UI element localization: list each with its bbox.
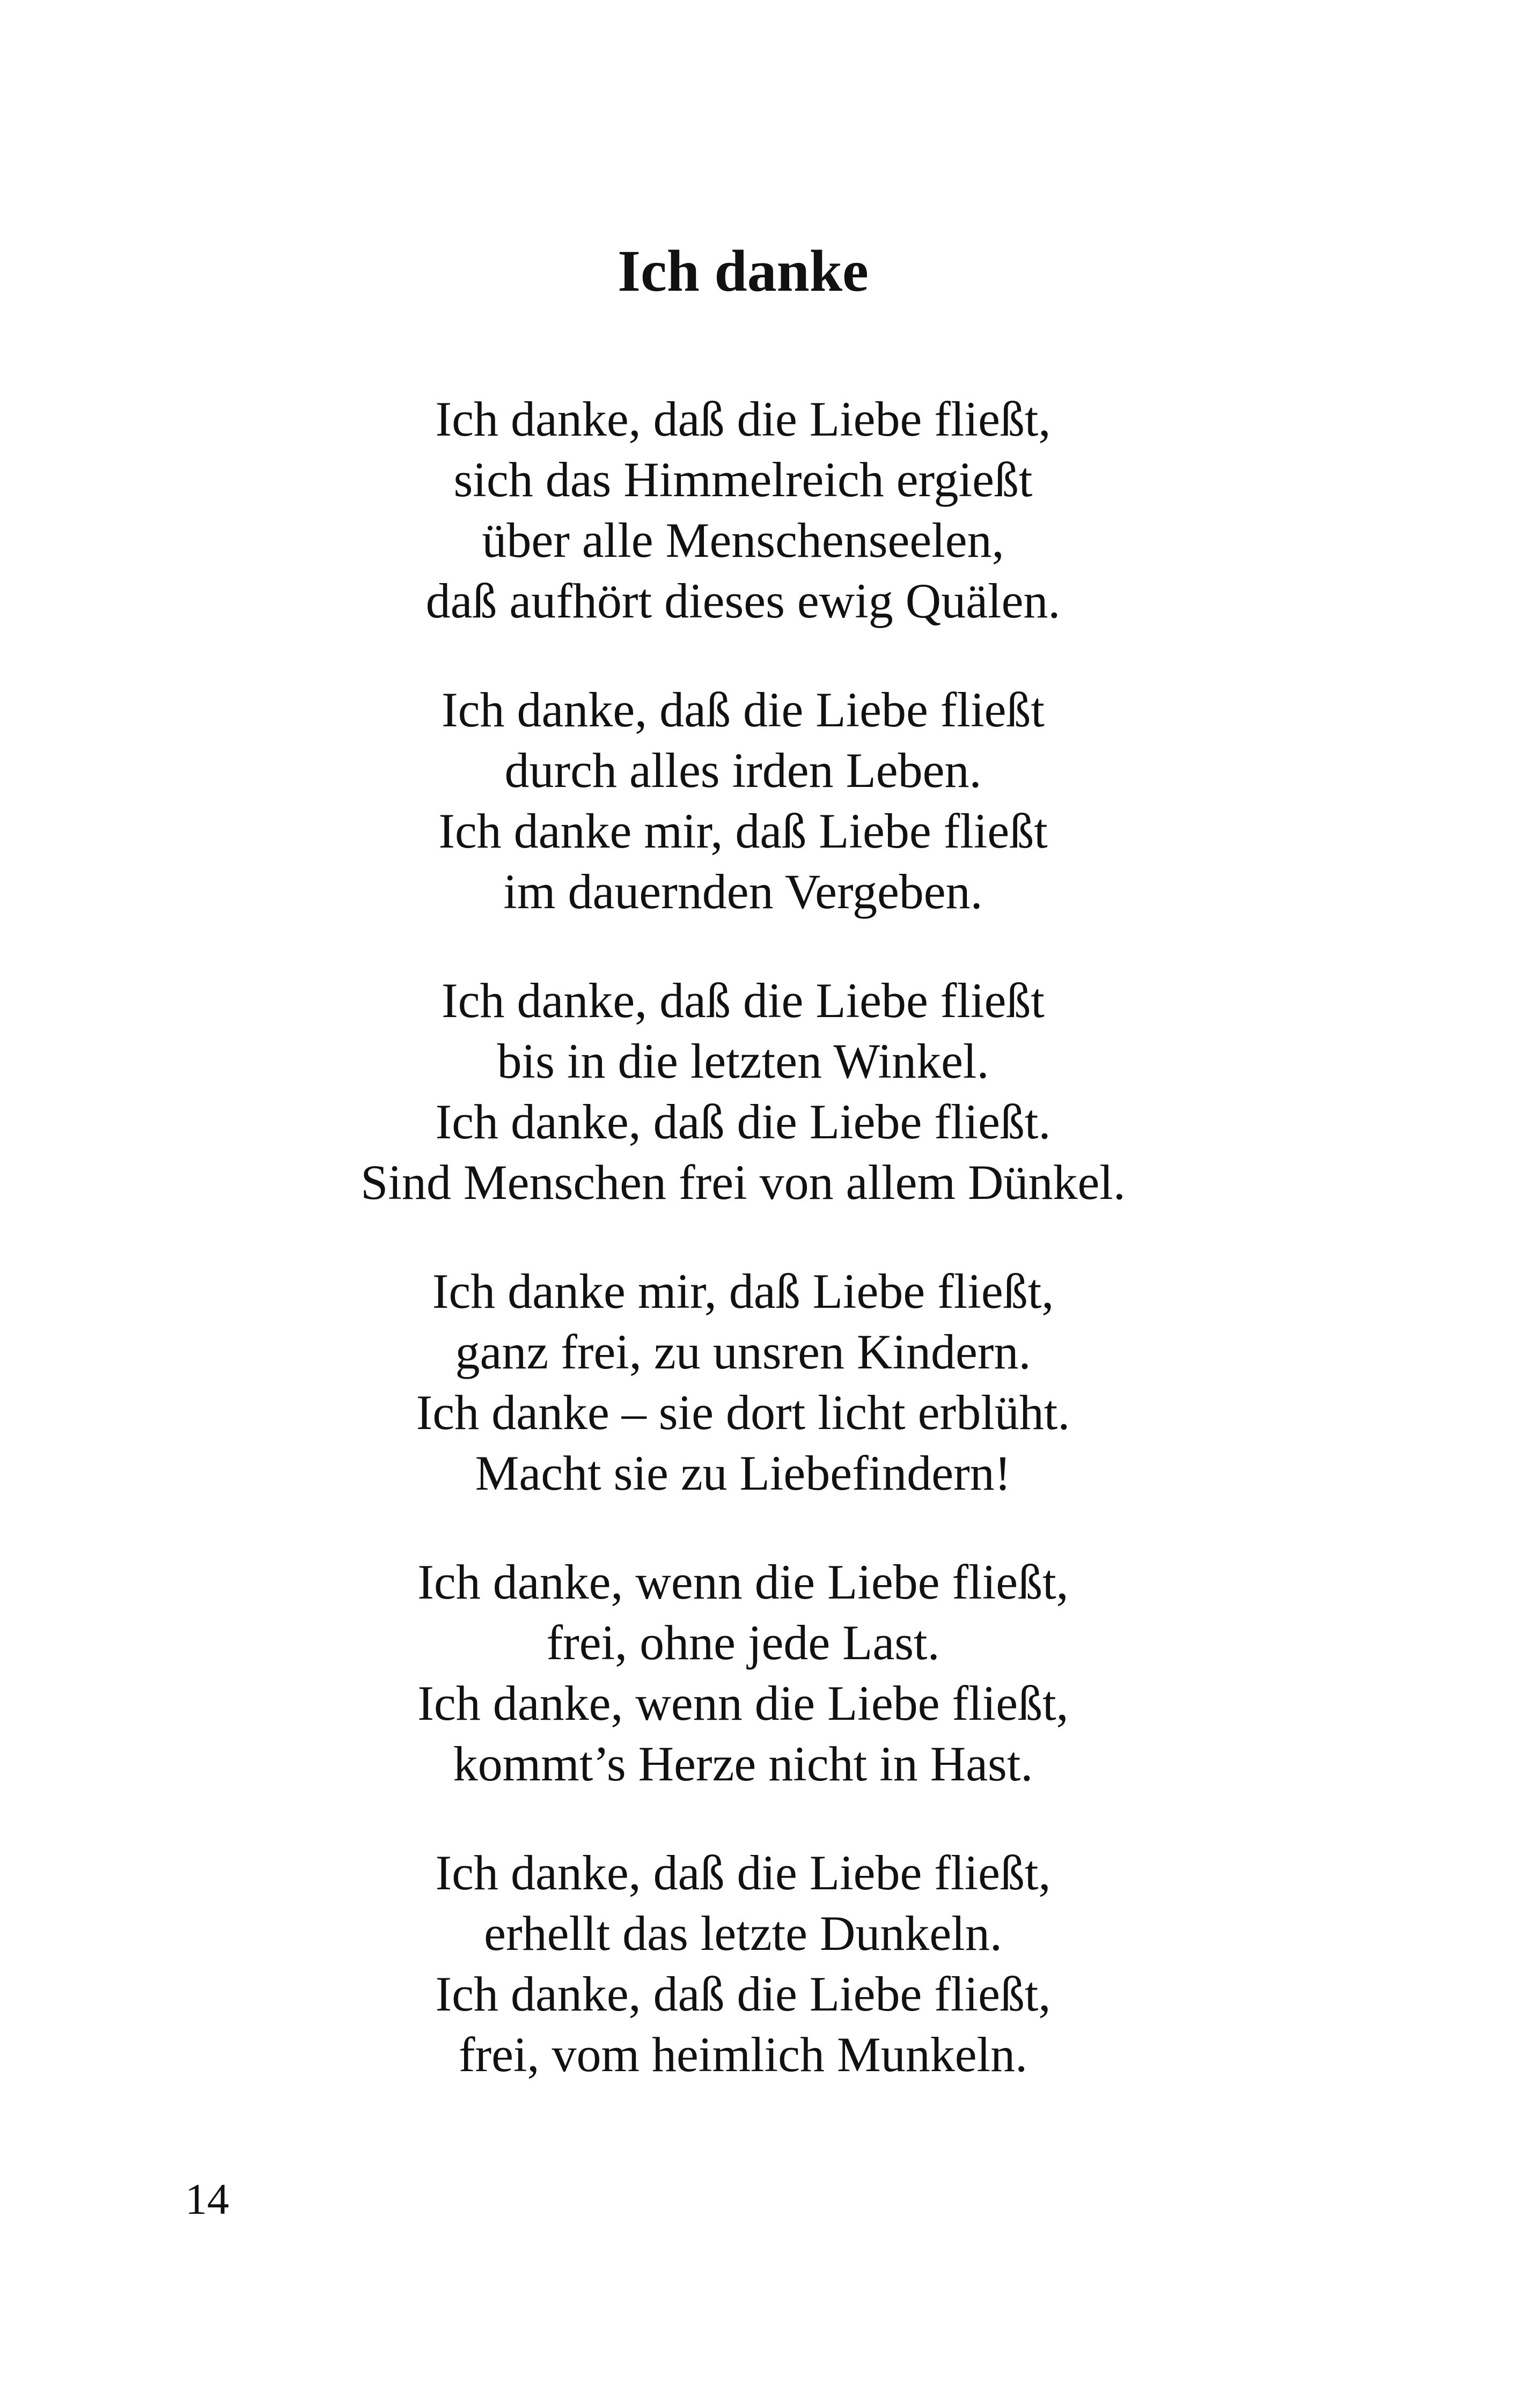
poem-line: daß aufhört dieses ewig Quälen. [425,573,1061,628]
stanza [0,970,1486,1213]
poem-line: Ich danke, wenn die Liebe fließt, [417,1676,1069,1730]
poem-line: Ich danke mir, daß Liebe fließt [438,804,1048,858]
poem-line: über alle Menschenseelen, [482,513,1004,568]
poem-line: Ich danke, daß die Liebe fließt. [435,1094,1051,1149]
poem-line: Macht sie zu Liebefindern! [475,1446,1011,1500]
poem-line: Ich danke – sie dort licht erblüht. [416,1385,1070,1440]
poem-line: frei, vom heimlich Munkeln. [458,2027,1028,2082]
poem-line: Ich danke mir, daß Liebe fließt, [432,1264,1054,1319]
poem-line: Ich danke, wenn die Liebe fließt, [417,1555,1069,1609]
stanza [0,680,1486,922]
poem-line: Ich danke, daß die Liebe fließt, [435,1845,1051,1900]
page-number: 14 [185,2175,229,2223]
poem-line: Ich danke, daß die Liebe fließt, [435,392,1051,446]
stanza [0,1261,1486,1504]
poem-body [0,389,1486,2133]
poem-line: frei, ohne jede Last. [546,1615,940,1670]
stanza [0,389,1486,631]
poem-line: durch alles irden Leben. [504,743,982,798]
stanza [0,1843,1486,2085]
poem-line: Ich danke, daß die Liebe fließt [442,682,1045,737]
poem-line: Ich danke, daß die Liebe fließt, [435,1967,1051,2021]
poem-line: erhellt das letzte Dunkeln. [484,1906,1002,1961]
poem-line: sich das Himmelreich ergießt [453,452,1033,507]
poem-line: ganz frei, zu unsren Kindern. [455,1324,1031,1379]
poem-line: kommt’s Herze nicht in Hast. [453,1736,1033,1791]
stanza [0,1552,1486,1794]
poem-line: im dauernden Vergeben. [503,864,983,919]
poem-line: bis in die letzten Winkel. [497,1034,989,1088]
poem-line: Sind Menschen frei von allem Dünkel. [361,1155,1126,1210]
poem-title: Ich danke [618,238,869,304]
poem-line: Ich danke, daß die Liebe fließt [442,973,1045,1028]
